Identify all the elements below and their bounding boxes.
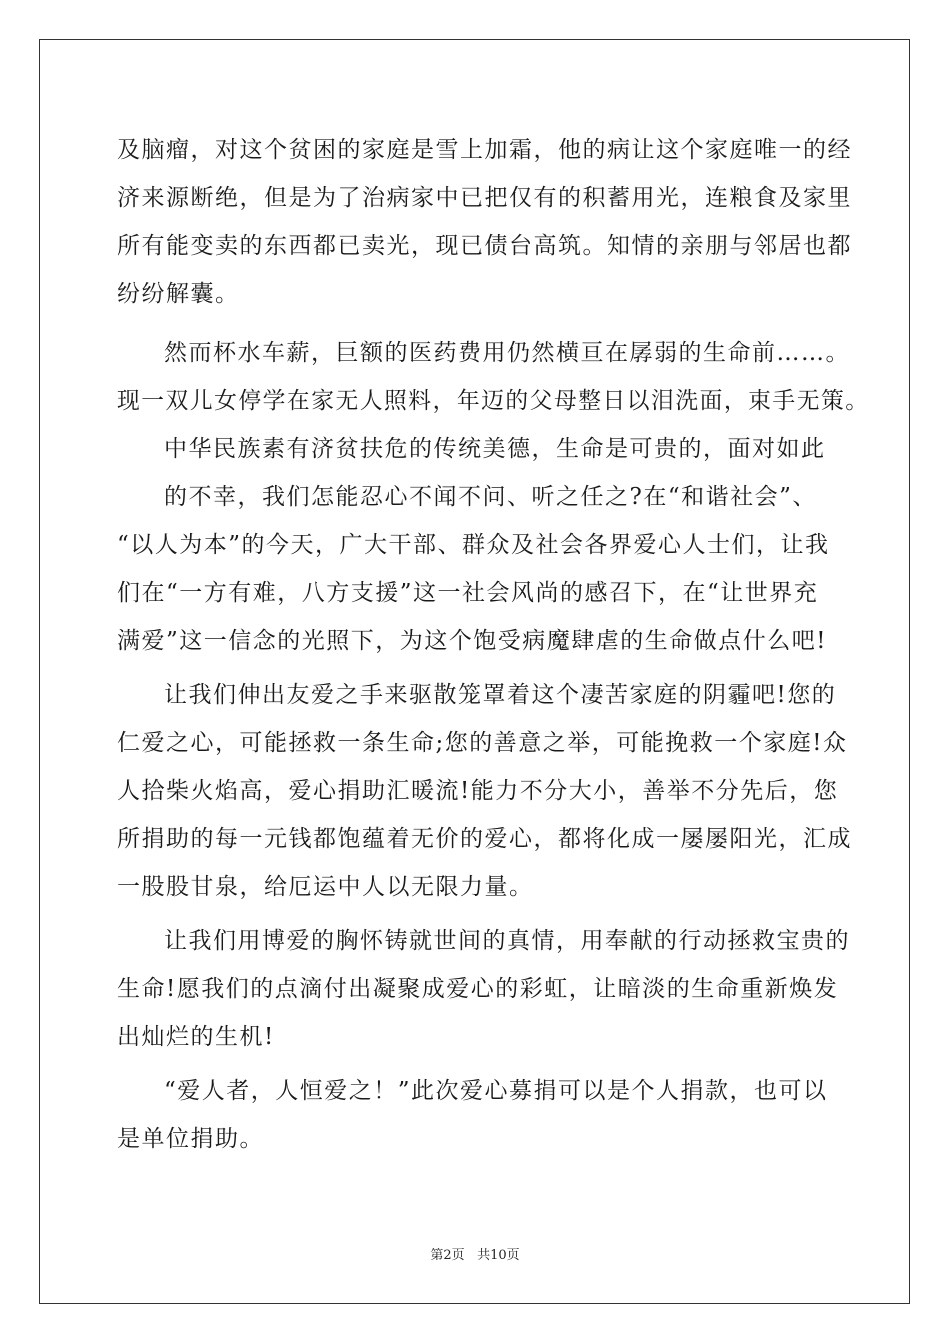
page-total: 共10页 <box>477 1248 520 1263</box>
text-line: 中华民族素有济贫扶危的传统美德，生命是可贵的，面对如此 <box>164 436 826 462</box>
text-line: 是单位捐助。 <box>117 1126 264 1152</box>
text-line: 济来源断绝，但是为了治病家中已把仅有的积蓄用光，连粮食及家里 <box>117 185 852 211</box>
text-line: 人拾柴火焰高，爱心捐助汇暖流!能力不分大小，善举不分先后，您 <box>117 778 839 804</box>
page-border <box>39 39 910 1304</box>
text-line: 所有能变卖的东西都已卖光，现已债台高筑。知情的亲朋与邻居也都 <box>117 233 852 259</box>
text-line: 所捐助的每一元钱都饱蕴着无价的爱心，都将化成一屡屡阳光，汇成 <box>117 826 852 852</box>
text-line: 及脑瘤，对这个贫困的家庭是雪上加霜，他的病让这个家庭唯一的经 <box>117 137 852 163</box>
text-line: 仁爱之心，可能拯救一条生命;您的善意之举，可能挽救一个家庭!众 <box>117 730 848 756</box>
text-line: 的不幸，我们怎能忍心不闻不问、听之任之?在“和谐社会”、 <box>164 484 817 510</box>
text-line: 满爱”这一信念的光照下，为这个饱受病魔肆虐的生命做点什么吧! <box>117 628 828 654</box>
text-line: 生命!愿我们的点滴付出凝聚成爱心的彩虹，让暗淡的生命重新焕发 <box>117 976 839 1002</box>
text-line: “爱人者，人恒爱之！”此次爱心募捐可以是个人捐款，也可以 <box>164 1078 828 1104</box>
page-number: 第2页 <box>430 1248 465 1263</box>
text-line: 然而杯水车薪，巨额的医药费用仍然横亘在孱弱的生命前……。 <box>164 340 850 366</box>
text-line: “以人为本”的今天，广大干部、群众及社会各界爱心人士们，让我 <box>117 532 830 558</box>
text-line: 们在“一方有难，八方支援”这一社会风尚的感召下，在“让世界充 <box>117 580 819 606</box>
text-line: 让我们伸出友爱之手来驱散笼罩着这个凄苦家庭的阴霾吧!您的 <box>164 682 837 708</box>
text-line: 现一双儿女停学在家无人照料，年迈的父母整日以泪洗面，束手无策。 <box>117 388 870 414</box>
text-line: 纷纷解囊。 <box>117 281 240 307</box>
text-line: 让我们用博爱的胸怀铸就世间的真情，用奉献的行动拯救宝贵的 <box>164 928 850 954</box>
text-line: 出灿烂的生机! <box>117 1024 275 1050</box>
text-line: 一股股甘泉，给厄运中人以无限力量。 <box>117 874 534 900</box>
page-footer <box>0 1247 950 1265</box>
